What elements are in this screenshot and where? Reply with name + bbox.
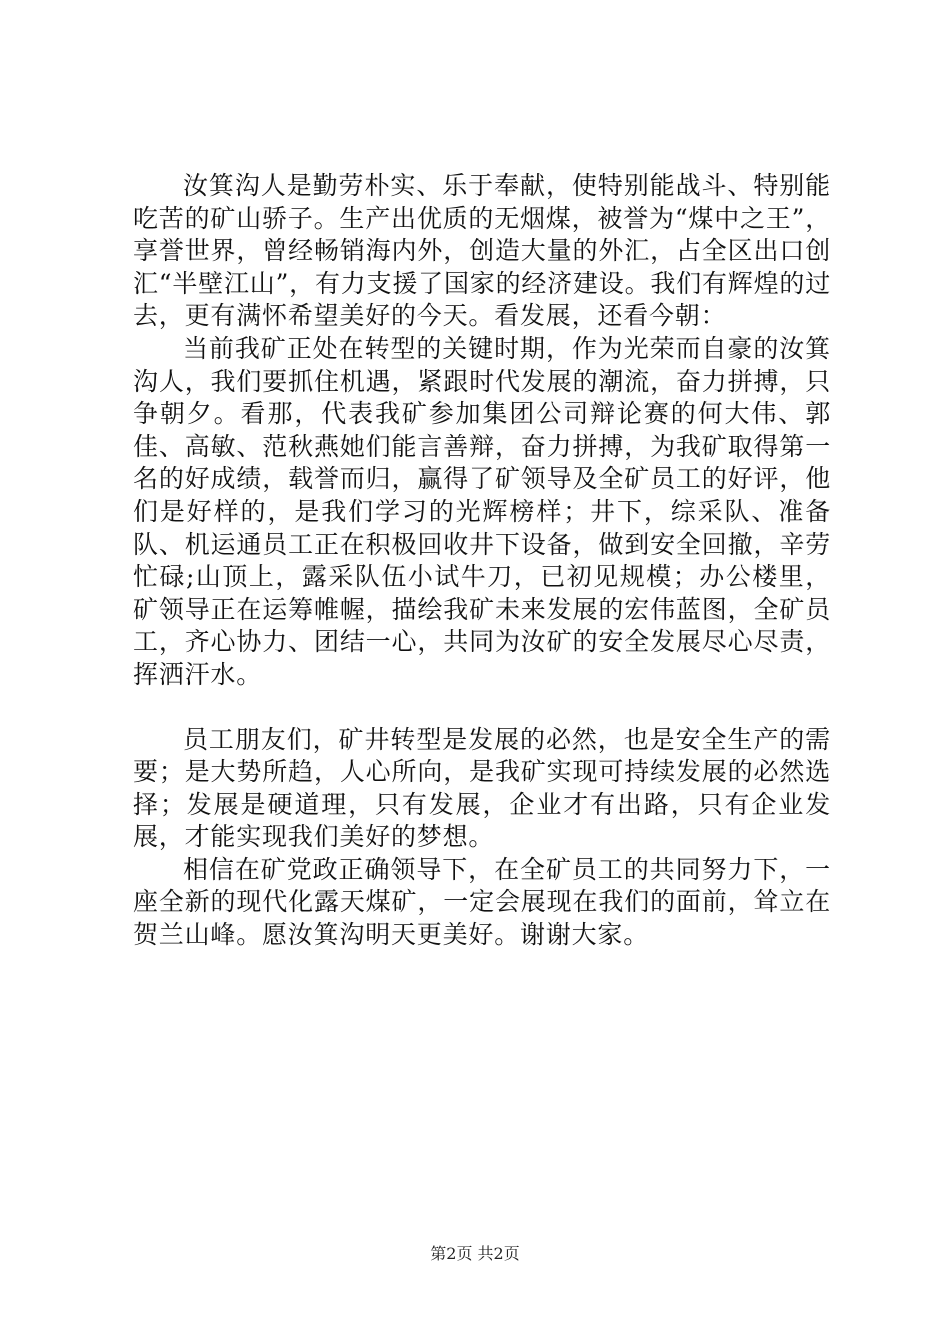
paragraph-4: 相信在矿党政正确领导下，在全矿员工的共同努力下，一座全新的现代化露天煤矿，一定会展现在我们的面前，耸立在贺兰山峰。愿汝箕沟明天更美好。谢谢大家。 (133, 854, 831, 950)
paragraph-3: 员工朋友们，矿井转型是发展的必然，也是安全生产的需要；是大势所趋，人心所向，是我矿实现可持续发展的必然选择；发展是硬道理，只有发展，企业才有出路，只有企业发展，才能实现我们美好的梦想。 (133, 724, 831, 852)
document-body (133, 170, 831, 952)
paragraph-2: 当前我矿正处在转型的关键时期，作为光荣而自豪的汝箕沟人，我们要抓住机遇，紧跟时代发展的潮流，奋力拼搏，只争朝夕。看那，代表我矿参加集团公司辩论赛的何大伟、郭佳、高敏、范秋燕她们能言善辩，奋力拼搏，为我矿取得第一名的好成绩，载誉而归，赢得了矿领导及全矿员工的好评，他们是好样的，是我们学习的光辉榜样；井下，综采队、准备队、机运通员工正在积极回收井下设备，做到安全回撤，辛劳忙碌;山顶上，露采队伍小试牛刀，已初见规模；办公楼里，矿领导正在运筹帷幄，描绘我矿未来发展的宏伟蓝图，全矿员工，齐心协力、团结一心，共同为汝矿的安全发展尽心尽责，挥洒汗水。 (133, 333, 831, 689)
page-footer: 第2页 共2页 (430, 1244, 520, 1263)
paragraph-1: 汝箕沟人是勤劳朴实、乐于奉献，使特别能战斗、特别能吃苦的矿山骄子。生产出优质的无烟煤，被誉为“煤中之王”，享誉世界，曾经畅销海内外，创造大量的外汇，占全区出口创汇“半壁江山”，有力支援了国家的经济建设。我们有辉煌的过去，更有满怀希望美好的今天。看发展，还看今朝： (133, 171, 831, 331)
